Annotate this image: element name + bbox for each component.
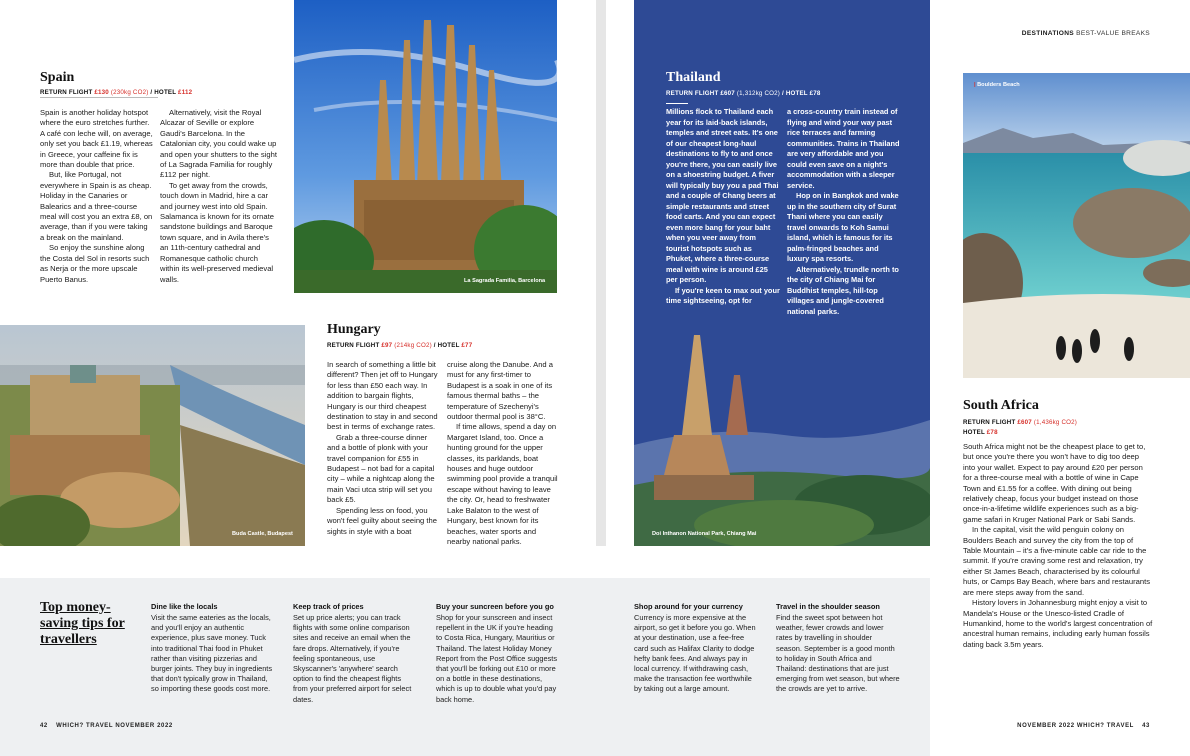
footer-left: [40, 723, 173, 729]
photo-caption: Doi Inthanon National Park, Chiang Mai: [652, 531, 757, 537]
thailand-header: [666, 70, 821, 104]
spain-section: [40, 70, 290, 96]
tip-title: Keep track of prices: [293, 602, 364, 611]
boulders-beach-photo: [963, 73, 1190, 378]
thailand-column-1: [666, 107, 780, 307]
footer-text: WHICH? TRAVEL NOVEMBER 2022: [56, 723, 173, 729]
tip-title: Travel in the shoulder season: [776, 602, 880, 611]
section-header: [1022, 30, 1150, 37]
sagrada-familia-illustration: [294, 0, 557, 293]
paragraph: cruise along the Danube. And a must for any first-timer to Budapest is a soak in one of its famous thermal baths – the temperature of Szechenyi's outdoor thermal pool is 38°C.: [447, 360, 553, 422]
co2-value: (230kg CO2): [110, 89, 149, 96]
paragraph: In search of something a little bit different? Then jet off to Hungary for less than £50 each way. In addition to bargain flights, Hungary is our third cheapest destination to stay in and second best in terms of exchange rates.: [327, 360, 438, 432]
co2-value: (1,436kg CO2): [1033, 419, 1078, 426]
hotel-price: £77: [461, 342, 473, 349]
price-prefix: RETURN FLIGHT: [40, 89, 93, 96]
south-africa-price-line: [963, 418, 1163, 438]
hotel-label: HOTEL: [963, 429, 985, 436]
paragraph: Hop on in Bangkok and wake up in the southern city of Surat Thani where you can easily travel onwards to Koh Samui island, which is famous for its palm-fringed beaches and luxury spa resorts.: [787, 191, 899, 263]
flight-price: £130: [94, 89, 109, 96]
hotel-price: £78: [986, 429, 998, 436]
paragraph: So enjoy the sunshine along the Costa del Sol in resorts such as Nerja or the more upscale Puerto Banus.: [40, 243, 150, 284]
hungary-column-1: [327, 360, 440, 537]
tip-body: Shop for your sunscreen and insect repellent in the UK if you're heading to Costa Rica, Hungary, Mauritius or Thailand. The latest Holiday Money Report from the Post Office suggests that you'll be forking out £10 or more on a bottle in these destinations, which is up to double what you'd pay back home.: [436, 613, 558, 704]
spain-title: Spain: [40, 70, 75, 85]
thailand-price-line: [666, 90, 821, 97]
flight-price: £607: [1017, 419, 1032, 426]
caption-marker: |: [974, 82, 976, 88]
hungary-column-2: [447, 360, 560, 547]
paragraph: In the capital, visit the wild penguin colony on Boulders Beach and survey the city from the top of Table Mountain – it's a five-minute cable car ride to the summit. If you're craving some rest and relaxation, try either St James Beach, characterised by its colourful huts, or Camps Bay Beach, where bars and restaurants are mere steps away from the sand.: [963, 525, 1150, 597]
footer-right: [1017, 723, 1150, 729]
tip-item: [634, 602, 758, 695]
rule: [40, 97, 158, 98]
buda-castle-illustration: [0, 325, 305, 546]
page-spine: [596, 0, 606, 546]
tip-body: Visit the same eateries as the locals, and you'll enjoy an authentic experience, plus save money. Tuck into traditional Thai food in Phuket rather than visiting pizzerias and burger joints. They buy in ingredients that don't typically grow in Thailand, so importing these goods cost more.: [151, 613, 273, 694]
paragraph: If you're keen to max out your time sightseeing, opt for: [666, 285, 780, 305]
paragraph: Alternatively, visit the Royal Alcazar of Seville or explore Gaudi's Barcelona. In the Catalonian city, you could wake up and open your shutters to the sight of La Sagrada Familia for roughly £112 per night.: [160, 108, 277, 180]
thailand-panel: [634, 0, 930, 546]
co2-value: (214kg CO2): [394, 342, 432, 349]
section-label: DESTINATIONS: [1021, 30, 1074, 37]
flight-price: £97: [381, 342, 393, 349]
page-number: 42: [40, 723, 48, 729]
tips-heading: Top money-saving tips for travellers: [40, 600, 125, 647]
paragraph: Spain is another holiday hotspot where the euro stretches further. A café con leche will, on average, only set you back £1.19, whereas in Greece, your caffeine fix is more than double that price.: [40, 108, 153, 170]
tip-item: [293, 602, 417, 705]
boulders-beach-illustration: [963, 73, 1190, 378]
hungary-price-line: [327, 342, 587, 349]
page-number: 43: [1142, 723, 1150, 729]
hotel-label: / HOTEL: [150, 89, 177, 96]
paragraph: Grab a three-course dinner and a bottle of plonk with your travel companion for £55 in Budapest – not bad for a capital city – while a nightcap along the main Vaci utca strip will set you back £5.: [327, 432, 435, 505]
hotel-price: £112: [178, 89, 193, 96]
paragraph: Millions flock to Thailand each year for its laid-back islands, temples and street eats. It's one of our cheapest long-haul destinations to fly to and once you're there, you can easily live on a shoestring budget. A fiver will typically buy you a pad Thai and a couple of Chang beers at simple restaurants and street food carts. And you can expect even more bang for your baht when you veer away from tourist hotspots such as Phuket, where a three-course meal with wine is around £25 per person.: [666, 107, 779, 284]
tip-item: [776, 602, 900, 695]
subsection-label: BEST-VALUE BREAKS: [1076, 30, 1150, 37]
paragraph: Spending less on food, you won't feel guilty about seeing the sights in style with a boat: [327, 505, 437, 536]
paragraph: South Africa might not be the cheapest place to get to, but once you're there you won't have to dig too deep into your wallet. Expect to pay around £20 per person for a three-course meal with a bottle of wine in Cape Town and £1.55 for a coffee. With dining out being relatively cheap, focus your budget instead on those once-in-a-lifetime wildlife experiences such as a big-game safari in Kruger National Park or Sabi Sands.: [963, 442, 1146, 524]
tip-body: Currency is more expensive at the airport, so get it before you go. When at your destination, use a fee-free card such as Halifax Clarity to dodge hefty bank fees. And always pay in local currency. If withdrawing cash, make the transaction fee worthwhile by taking out a large amount.: [634, 613, 756, 694]
price-prefix: RETURN FLIGHT: [666, 90, 719, 97]
tip-title: Shop around for your currency: [634, 602, 743, 611]
paragraph: To get away from the crowds, touch down in Madrid, hire a car and journey west into old Spain. Salamanca is known for its ornate sandstone buildings and Baroque town square, and in Avila there's an 11th-century cathedral and Romanesque catholic church within its well-preserved medieval walls.: [160, 180, 274, 284]
flight-price: £607: [720, 90, 735, 97]
doi-inthanon-photo: [634, 325, 930, 546]
hotel-label: / HOTEL: [781, 90, 808, 97]
paragraph: If time allows, spend a day on Margaret Island, too. Once a hunting ground for the upper classes, its parklands, boat houses and huge outdoor swimming pool provide a tranquil escape without having to leave the city. Or, head to freshwater Lake Balaton to the west of Hungary, best known for its beaches, water sports and nearby national parks.: [447, 422, 558, 546]
tip-body: Set up price alerts; you can track flights with some online comparison sites and receive an email when the fare drops. Alternatively, if you're feeling spontaneous, use Skyscanner's 'anywhere' search option to find the cheapest flights from your preferred airport for select dates.: [293, 613, 412, 704]
rule: [666, 103, 688, 104]
spain-column-1: [40, 108, 153, 285]
hotel-price: £78: [809, 90, 821, 97]
hotel-label: / HOTEL: [433, 342, 460, 349]
co2-value: (1,312kg CO2): [736, 90, 781, 97]
south-africa-body: [963, 442, 1153, 650]
spain-price-line: [40, 89, 290, 96]
paragraph: a cross-country train instead of flying and wind your way past rice terraces and farming communities. Trains in Thailand are very affordable and you could even save on a night's accommodation with a sleeper service.: [787, 107, 900, 190]
south-africa-section: [963, 398, 1163, 438]
thailand-title: Thailand: [666, 70, 721, 85]
price-prefix: RETURN FLIGHT: [963, 419, 1016, 426]
paragraph: Alternatively, trundle north to the city of Chiang Mai for Buddhist temples, hill-top villages and jungle-covered national parks.: [787, 264, 899, 316]
tip-title: Buy your suncreen before you go: [436, 602, 554, 611]
tip-item: [436, 602, 560, 705]
tip-title: Dine like the locals: [151, 602, 218, 611]
photo-caption: La Sagrada Familia, Barcelona: [464, 278, 546, 284]
hungary-title: Hungary: [327, 322, 381, 337]
tip-body: Find the sweet spot between hot weather, fewer crowds and lower rates by travelling in shoulder season. September is a good month to holiday in South Africa and Thailand: destinations that are just emerging from wet season, but where the crowds are yet to arrive.: [776, 613, 900, 694]
price-prefix: RETURN FLIGHT: [327, 342, 380, 349]
photo-caption: [974, 82, 1020, 88]
south-africa-title: South Africa: [963, 398, 1039, 413]
tip-item: [151, 602, 275, 695]
pagoda-illustration: [634, 325, 930, 546]
paragraph: But, like Portugal, not everywhere in Spain is as cheap. Holiday in the Canaries or Balearics and a three-course meal will cost you an extra £8, on average, than if you were taking a break on the mainland.: [40, 170, 153, 242]
sagrada-familia-photo: [294, 0, 557, 293]
spain-column-2: [160, 108, 278, 285]
photo-caption: Buda Castle, Budapest: [232, 531, 293, 537]
caption-text: Boulders Beach: [977, 82, 1020, 88]
thailand-column-2: [787, 107, 901, 317]
buda-castle-photo: [0, 325, 305, 546]
footer-text: NOVEMBER 2022 WHICH? TRAVEL: [1017, 723, 1134, 729]
paragraph: History lovers in Johannesburg might enjoy a visit to Mandela's House or the Unesco-listed Cradle of Humankind, home to the world's largest concentration of ancestral human remains, including early human fossils dating back 3.5m years.: [963, 598, 1153, 649]
hungary-section: [327, 322, 587, 349]
